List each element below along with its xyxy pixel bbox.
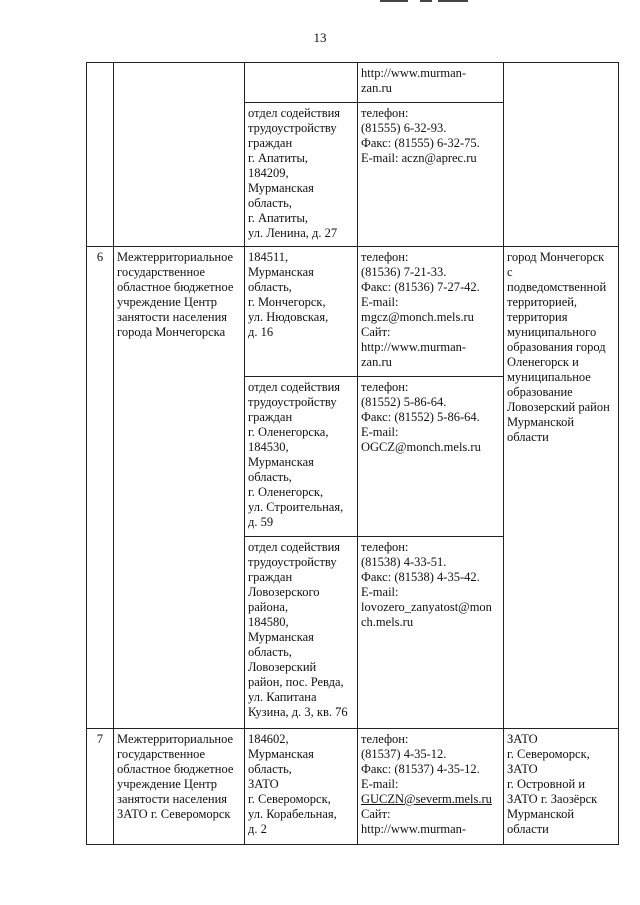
territory-cell bbox=[504, 729, 619, 845]
contact-line: телефон: bbox=[361, 250, 409, 264]
contact-line: телефон: bbox=[361, 106, 409, 120]
contact-line: (81537) 4-35-12. bbox=[361, 747, 447, 761]
scan-top-marks bbox=[380, 0, 470, 4]
territory-line: подведомственной bbox=[507, 280, 607, 294]
contacts-cell bbox=[358, 63, 504, 103]
address-line: г. Апатиты, bbox=[248, 211, 309, 225]
territory-line: ЗАТО г. Заозёрск bbox=[507, 792, 598, 806]
address-line: д. 2 bbox=[248, 822, 267, 836]
organization-line: занятости населения bbox=[117, 792, 228, 806]
organization-line: Межтерриториальное bbox=[117, 250, 234, 264]
address-line: район, пос. Ревда, bbox=[248, 675, 344, 689]
contact-line: E-mail: bbox=[361, 777, 399, 791]
contact-line: (81555) 6-32-93. bbox=[361, 121, 447, 135]
row-number-cell: 7 bbox=[87, 729, 114, 845]
contacts-cell bbox=[358, 537, 504, 729]
address-cell bbox=[245, 537, 358, 729]
contact-line: zan.ru bbox=[361, 81, 392, 95]
territory-cell bbox=[504, 247, 619, 729]
territory-line: г. Североморск, bbox=[507, 747, 590, 761]
territory-line: образования город bbox=[507, 340, 606, 354]
territory-line: Ловозерский район bbox=[507, 400, 610, 414]
contacts-cell bbox=[358, 103, 504, 247]
address-line: г. Апатиты, bbox=[248, 151, 309, 165]
address-line: Мурманская bbox=[248, 747, 314, 761]
organization-line: учреждение Центр bbox=[117, 295, 218, 309]
contact-line: Факс: (81537) 4-35-12. bbox=[361, 762, 480, 776]
organization-line: ЗАТО г. Североморск bbox=[117, 807, 231, 821]
territory-line: город Мончегорск bbox=[507, 250, 605, 264]
contact-line: E-mail: bbox=[361, 295, 399, 309]
address-cell bbox=[245, 729, 358, 845]
address-line: 184511, bbox=[248, 250, 289, 264]
address-line: г. Мончегорск, bbox=[248, 295, 326, 309]
contact-line: lovozero_zanyatost@mon bbox=[361, 600, 492, 614]
contacts-cell bbox=[358, 377, 504, 537]
address-line: Ловозерский bbox=[248, 660, 317, 674]
contact-line: (81536) 7-21-33. bbox=[361, 265, 447, 279]
address-line: отдел содействия bbox=[248, 380, 341, 394]
contact-line: OGCZ@monch.mels.ru bbox=[361, 440, 481, 454]
address-line: 184209, bbox=[248, 166, 289, 180]
contact-line: http://www.murman- bbox=[361, 66, 467, 80]
address-line: трудоустройству bbox=[248, 395, 337, 409]
territory-line: муниципальное bbox=[507, 370, 591, 384]
territory-line: ЗАТО bbox=[507, 732, 538, 746]
address-line: трудоустройству bbox=[248, 121, 337, 135]
contact-line: Факс: (81536) 7-27-42. bbox=[361, 280, 480, 294]
organization-line: государственное bbox=[117, 747, 206, 761]
address-line: Мурманская bbox=[248, 455, 314, 469]
territory-line: области bbox=[507, 822, 549, 836]
address-line: ЗАТО bbox=[248, 777, 279, 791]
territory-line: образование bbox=[507, 385, 573, 399]
address-line: района, bbox=[248, 600, 289, 614]
address-line: г. Североморск, bbox=[248, 792, 331, 806]
address-line: Мурманская bbox=[248, 630, 314, 644]
territory-line: территорией, bbox=[507, 295, 578, 309]
address-line: ул. Строительная, bbox=[248, 500, 344, 514]
table-row bbox=[87, 63, 619, 103]
contact-line: zan.ru bbox=[361, 355, 392, 369]
address-line: ул. Ленина, д. 27 bbox=[248, 226, 338, 240]
row-number-cell: 6 bbox=[87, 247, 114, 729]
address-line: область, bbox=[248, 762, 292, 776]
territory-line: территория bbox=[507, 310, 568, 324]
table-row bbox=[87, 729, 619, 845]
address-cell bbox=[245, 103, 358, 247]
address-cell bbox=[245, 63, 358, 103]
territory-line: области bbox=[507, 430, 549, 444]
address-line: отдел содействия bbox=[248, 540, 341, 554]
address-line: ул. Капитана bbox=[248, 690, 317, 704]
contact-line: mgcz@monch.mels.ru bbox=[361, 310, 474, 324]
table-row bbox=[87, 247, 619, 377]
page-number: 13 bbox=[313, 30, 327, 45]
organization-line: государственное bbox=[117, 265, 206, 279]
contact-line: ch.mels.ru bbox=[361, 615, 414, 629]
organization-line: областное бюджетное bbox=[117, 280, 234, 294]
row-number-cell bbox=[87, 63, 114, 247]
address-cell bbox=[245, 377, 358, 537]
territory-line: Мурманской bbox=[507, 415, 575, 429]
organization-line: областное бюджетное bbox=[117, 762, 234, 776]
address-line: 184580, bbox=[248, 615, 289, 629]
territory-line: ЗАТО bbox=[507, 762, 538, 776]
address-line: г. Оленегорска, bbox=[248, 425, 329, 439]
contact-line: E-mail: bbox=[361, 425, 399, 439]
employment-centers-table bbox=[86, 62, 619, 845]
territory-line: Мурманской bbox=[507, 807, 575, 821]
territory-line: с bbox=[507, 265, 513, 279]
contact-line: http://www.murman- bbox=[361, 822, 467, 836]
contact-line: Факс: (81555) 6-32-75. bbox=[361, 136, 480, 150]
organization-cell bbox=[114, 729, 245, 845]
address-line: отдел содействия bbox=[248, 106, 341, 120]
organization-line: Межтерриториальное bbox=[117, 732, 234, 746]
contact-line: E-mail: aczn@aprec.ru bbox=[361, 151, 477, 165]
organization-line: занятости населения bbox=[117, 310, 228, 324]
address-line: 184602, bbox=[248, 732, 289, 746]
contact-line: Сайт: bbox=[361, 807, 391, 821]
territory-line: муниципального bbox=[507, 325, 597, 339]
address-line: граждан bbox=[248, 570, 293, 584]
contact-line: (81538) 4-33-51. bbox=[361, 555, 447, 569]
contacts-cell bbox=[358, 247, 504, 377]
address-line: 184530, bbox=[248, 440, 289, 454]
address-line: область, bbox=[248, 196, 292, 210]
address-line: область, bbox=[248, 470, 292, 484]
email-link[interactable]: GUCZN@severm.mels.ru bbox=[361, 792, 492, 806]
contact-line: Факс: (81538) 4-35-42. bbox=[361, 570, 480, 584]
address-line: область, bbox=[248, 280, 292, 294]
address-line: граждан bbox=[248, 410, 293, 424]
organization-line: города Мончегорска bbox=[117, 325, 226, 339]
organization-cell bbox=[114, 63, 245, 247]
contact-line: Факс: (81552) 5-86-64. bbox=[361, 410, 480, 424]
address-line: область, bbox=[248, 645, 292, 659]
address-line: ул. Нюдовская, bbox=[248, 310, 329, 324]
organization-line: учреждение Центр bbox=[117, 777, 218, 791]
address-line: трудоустройству bbox=[248, 555, 337, 569]
address-line: Кузина, д. 3, кв. 76 bbox=[248, 705, 348, 719]
contact-line: телефон: bbox=[361, 380, 409, 394]
address-cell bbox=[245, 247, 358, 377]
address-line: граждан bbox=[248, 136, 293, 150]
address-line: Мурманская bbox=[248, 265, 314, 279]
address-line: Ловозерского bbox=[248, 585, 320, 599]
contact-line: телефон: bbox=[361, 732, 409, 746]
contact-line: (81552) 5-86-64. bbox=[361, 395, 447, 409]
organization-cell bbox=[114, 247, 245, 729]
address-line: д. 59 bbox=[248, 515, 274, 529]
contacts-cell bbox=[358, 729, 504, 845]
territory-cell bbox=[504, 63, 619, 247]
contact-line: E-mail: bbox=[361, 585, 399, 599]
address-line: Мурманская bbox=[248, 181, 314, 195]
contact-line: Сайт: bbox=[361, 325, 391, 339]
territory-line: г. Островной и bbox=[507, 777, 586, 791]
contact-line: http://www.murman- bbox=[361, 340, 467, 354]
address-line: г. Оленегорск, bbox=[248, 485, 324, 499]
territory-line: Оленегорск и bbox=[507, 355, 579, 369]
address-line: ул. Корабельная, bbox=[248, 807, 337, 821]
address-line: д. 16 bbox=[248, 325, 274, 339]
contact-line: телефон: bbox=[361, 540, 409, 554]
